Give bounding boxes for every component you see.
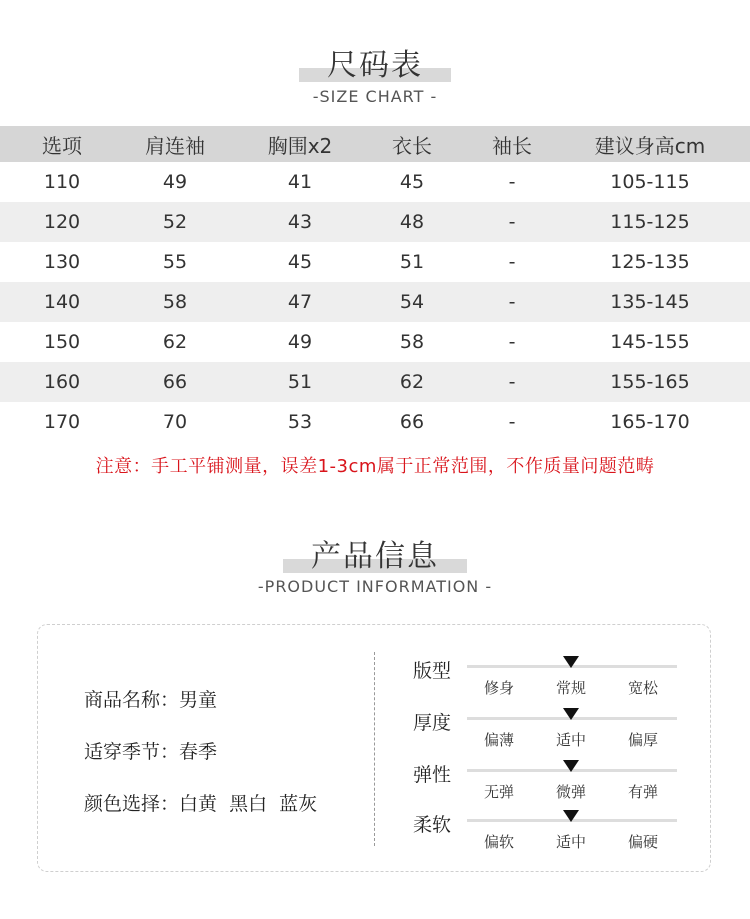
- attribute-option: 适中: [555, 731, 586, 749]
- size-table: [0, 126, 750, 442]
- vertical-divider: [374, 652, 375, 846]
- attribute-label: 版型: [413, 660, 452, 682]
- table-cell: 58: [399, 331, 425, 353]
- product-info-heading: [0, 531, 750, 575]
- attribute-option: 偏薄: [483, 731, 514, 749]
- table-cell: 66: [399, 411, 425, 433]
- info-value: 男童: [179, 689, 218, 711]
- table-cell: 62: [162, 331, 188, 353]
- table-cell: 140: [43, 291, 81, 313]
- attribute-option: 偏硬: [627, 833, 658, 851]
- table-row: [0, 202, 750, 242]
- product-info-title: 产品信息: [311, 539, 439, 574]
- table-cell: 105-115: [610, 171, 690, 193]
- table-cell: 70: [162, 411, 188, 433]
- table-cell: 53: [287, 411, 313, 433]
- table-row: [0, 162, 750, 202]
- column-header: 衣长: [392, 133, 432, 158]
- info-label: 颜色选择：: [84, 793, 180, 815]
- attribute-option: 修身: [483, 679, 514, 697]
- scale-marker-icon: [563, 656, 579, 668]
- table-cell: 66: [162, 371, 188, 393]
- info-product-name: [84, 685, 217, 712]
- table-cell: 155-165: [610, 371, 690, 393]
- table-cell: -: [508, 291, 516, 313]
- size-chart-subtitle: -SIZE CHART -: [312, 87, 438, 106]
- info-value: 春季: [179, 741, 218, 763]
- info-season: [84, 737, 217, 764]
- table-cell: 160: [43, 371, 81, 393]
- table-cell: 110: [43, 171, 81, 193]
- size-chart-heading: [0, 40, 750, 84]
- product-info-subtitle: -PRODUCT INFORMATION -: [257, 577, 493, 596]
- table-cell: -: [508, 411, 516, 433]
- info-label: 商品名称：: [84, 689, 180, 711]
- table-cell: 55: [162, 251, 188, 273]
- column-header: 胸围x2: [267, 133, 333, 158]
- column-header: 建议身高cm: [594, 133, 706, 158]
- table-cell: 49: [287, 331, 313, 353]
- measurement-note: 注意：手工平铺测量，误差1-3cm属于正常范围，不作质量问题范畴: [95, 456, 655, 477]
- attribute-option: 无弹: [483, 783, 514, 801]
- column-header: 肩连袖: [145, 133, 205, 158]
- table-cell: 41: [287, 171, 313, 193]
- info-label: 适穿季节：: [84, 741, 180, 763]
- table-cell: 51: [287, 371, 313, 393]
- table-cell: 125-135: [610, 251, 690, 273]
- info-value: 白黄 黑白 蓝灰: [179, 793, 318, 815]
- attribute-option: 偏软: [483, 833, 514, 851]
- table-row: [0, 282, 750, 322]
- table-cell: 145-155: [610, 331, 690, 353]
- column-header: 选项: [42, 133, 82, 158]
- table-cell: 165-170: [610, 411, 690, 433]
- column-header: 袖长: [492, 133, 532, 158]
- table-cell: 170: [43, 411, 81, 433]
- attribute-label: 厚度: [413, 712, 452, 734]
- table-cell: 120: [43, 211, 81, 233]
- table-cell: -: [508, 331, 516, 353]
- table-cell: 58: [162, 291, 188, 313]
- table-row: [0, 402, 750, 442]
- table-cell: 135-145: [610, 291, 690, 313]
- attribute-option: 宽松: [627, 679, 658, 697]
- table-cell: 45: [399, 171, 425, 193]
- table-cell: 48: [399, 211, 425, 233]
- scale-marker-icon: [563, 760, 579, 772]
- table-cell: 45: [287, 251, 313, 273]
- attribute-option: 微弹: [555, 783, 586, 801]
- attribute-option: 适中: [555, 833, 586, 851]
- table-row: [0, 322, 750, 362]
- attribute-label: 柔软: [413, 814, 452, 836]
- scale-marker-icon: [563, 708, 579, 720]
- table-cell: 51: [399, 251, 425, 273]
- table-cell: -: [508, 251, 516, 273]
- table-cell: 115-125: [610, 211, 690, 233]
- table-cell: -: [508, 371, 516, 393]
- table-cell: 49: [162, 171, 188, 193]
- attribute-label: 弹性: [413, 764, 452, 786]
- table-cell: 54: [399, 291, 425, 313]
- table-header-row: [0, 126, 750, 162]
- table-cell: 62: [399, 371, 425, 393]
- attribute-option: 偏厚: [627, 731, 658, 749]
- scale-marker-icon: [563, 810, 579, 822]
- table-row: [0, 242, 750, 282]
- table-cell: 150: [43, 331, 81, 353]
- size-chart-title: 尺码表: [327, 48, 423, 83]
- table-cell: -: [508, 171, 516, 193]
- info-colors: [84, 789, 317, 816]
- attribute-option: 常规: [555, 679, 586, 697]
- table-cell: 47: [287, 291, 313, 313]
- attribute-option: 有弹: [627, 783, 658, 801]
- table-cell: 130: [43, 251, 81, 273]
- table-cell: 52: [162, 211, 188, 233]
- table-row: [0, 362, 750, 402]
- table-cell: 43: [287, 211, 313, 233]
- table-cell: -: [508, 211, 516, 233]
